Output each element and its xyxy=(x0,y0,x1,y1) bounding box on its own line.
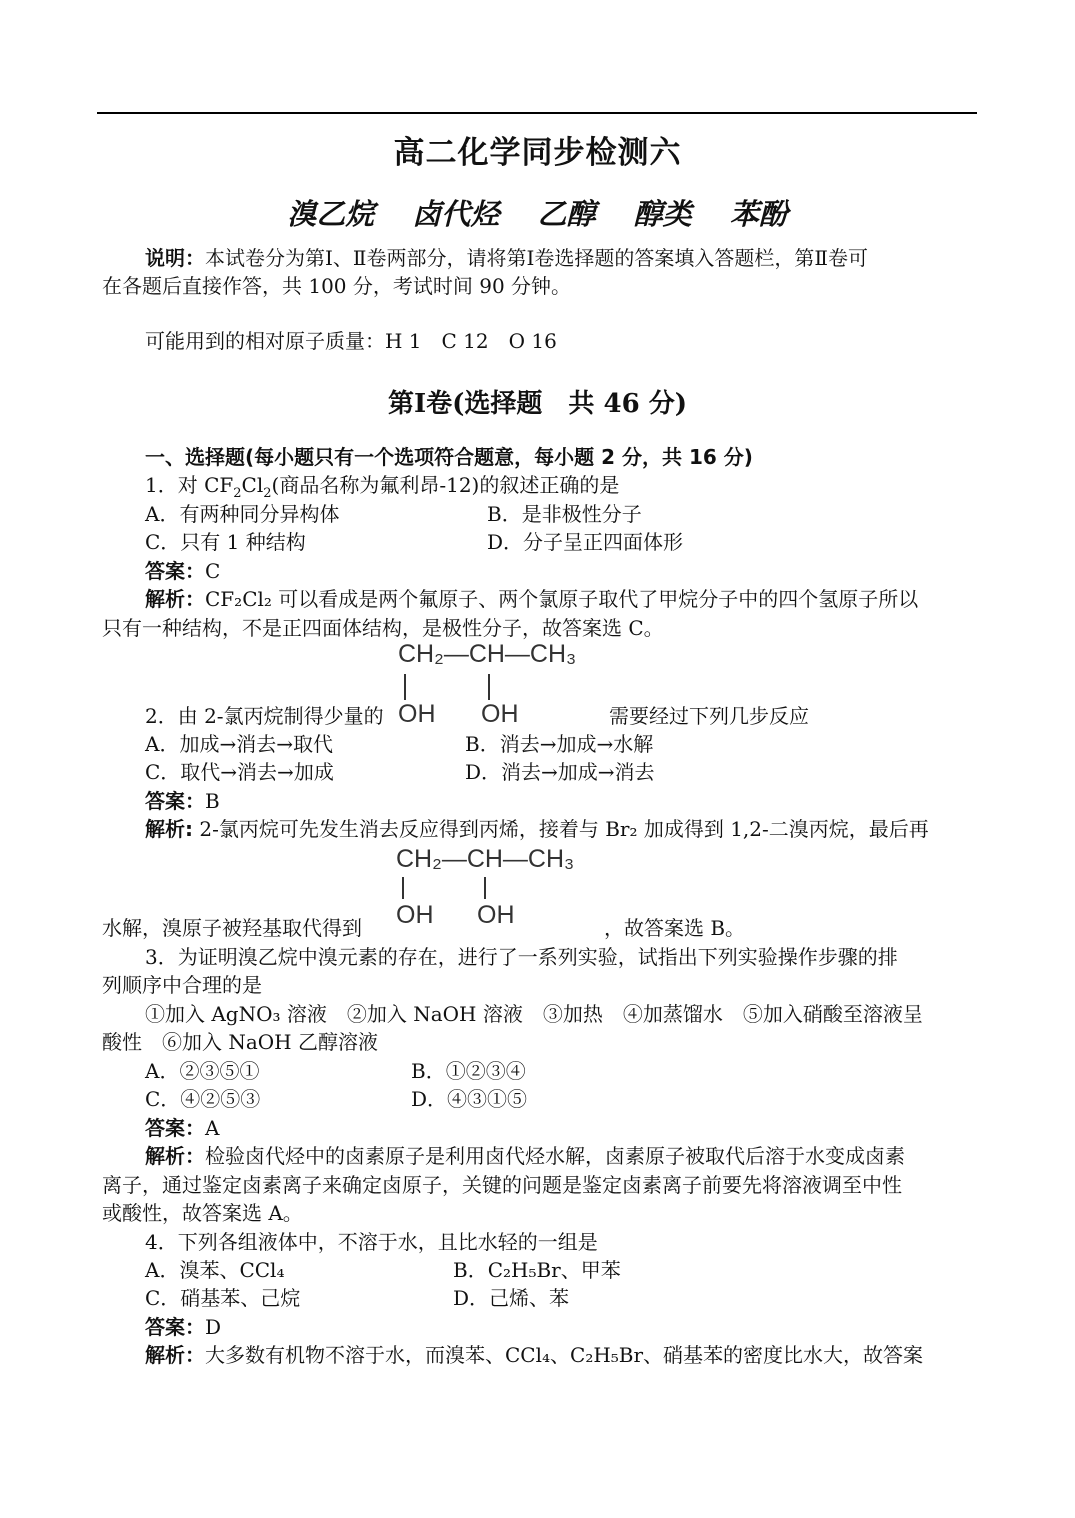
q1-answer xyxy=(145,557,220,585)
formula-hydroxyl: OH xyxy=(481,700,519,728)
q4-option-a: A．溴苯、CCl₄ xyxy=(145,1258,285,1282)
q4-option-b: B．C₂H₅Br、甲苯 xyxy=(453,1258,621,1282)
answer-value: C xyxy=(205,559,221,583)
analysis-text: 检验卤代烃中的卤素原子是利用卤代烃水解，卤素原子被取代后溶于水变成卤素 xyxy=(205,1144,905,1168)
q1-option-a: A．有两种同分异构体 xyxy=(145,502,340,526)
answer-value: D xyxy=(205,1315,222,1339)
q2-option-b: B．消去→加成→水解 xyxy=(465,732,654,756)
q2-analysis-line-2a: 水解，溴原子被羟基取代得到 xyxy=(102,916,362,940)
page-subtitle xyxy=(0,192,1075,233)
q3-analysis-line-3: 或酸性，故答案选 A。 xyxy=(102,1201,303,1225)
q2-analysis-line-2b: ，故答案选 B。 xyxy=(604,916,746,940)
section-title: 第Ⅰ卷(选择题 共 46 分) xyxy=(387,389,688,419)
subtitle-topic: 醇类 xyxy=(633,197,692,231)
analysis-label: 解析： xyxy=(145,1144,205,1168)
q3-answer xyxy=(145,1114,219,1142)
q1-stem-text: 1．对 CF xyxy=(145,473,234,497)
formula-hydroxyl: OH xyxy=(396,901,434,929)
q2-stem-a: 2．由 2-氯丙烷制得少量的 xyxy=(145,704,384,728)
analysis-text: 2-氯丙烷可先发生消去反应得到丙烯，接着与 Br₂ 加成得到 1,2-二溴丙烷，最后再 xyxy=(199,817,929,841)
q3-analysis-line-2: 离子，通过鉴定卤素离子来确定卤原子，关键的问题是鉴定卤素离子前要先将溶液调至中性 xyxy=(102,1173,902,1197)
q1-sub: 2 xyxy=(263,486,272,501)
formula-hydroxyl: OH xyxy=(477,901,515,929)
formula-bond xyxy=(404,674,406,700)
note-line-1 xyxy=(145,244,868,272)
answer-label: 答案： xyxy=(145,1315,205,1339)
answer-value: B xyxy=(205,789,220,813)
q1-analysis-line-2: 只有一种结构，不是正四面体结构，是极性分子，故答案选 C。 xyxy=(102,616,664,640)
q1-sub: 2 xyxy=(233,486,242,501)
subtitle-topic: 乙醇 xyxy=(537,197,596,231)
q2-answer xyxy=(145,787,220,815)
q1-option-c: C．只有 1 种结构 xyxy=(145,530,306,554)
q4-answer xyxy=(145,1313,221,1341)
q2-option-a: A．加成→消去→取代 xyxy=(145,732,333,756)
q2-option-d: D．消去→加成→消去 xyxy=(465,760,655,784)
answer-label: 答案： xyxy=(145,789,205,813)
q4-analysis-line-1 xyxy=(145,1341,923,1369)
subtitle-topic: 卤代烃 xyxy=(412,197,500,231)
formula-main-chain: CH₂—CH—CH₃ xyxy=(396,845,575,873)
analysis-label: 解析： xyxy=(145,587,205,611)
part1-heading: 一、选择题(每小题只有一个选项符合题意，每小题 2 分，共 16 分) xyxy=(145,445,753,469)
q3-option-b: B．①②③④ xyxy=(411,1059,526,1083)
note-line-2: 在各题后直接作答，共 100 分，考试时间 90 分钟。 xyxy=(102,274,572,298)
q3-option-d: D．④③①⑤ xyxy=(411,1087,528,1111)
q1-option-b: B．是非极性分子 xyxy=(487,502,642,526)
note-label: 说明： xyxy=(145,246,205,270)
q2-option-c: C．取代→消去→加成 xyxy=(145,760,334,784)
analysis-label: 解析： xyxy=(145,1343,205,1367)
q1-stem-text: Cl xyxy=(241,473,264,497)
formula-bond xyxy=(484,877,486,899)
atomic-masses: 可能用到的相对原子质量：H 1 C 12 O 16 xyxy=(145,329,557,353)
formula-bond xyxy=(402,877,404,899)
note-text: 本试卷分为第Ⅰ、Ⅱ卷两部分，请将第Ⅰ卷选择题的答案填入答题栏，第Ⅱ卷可 xyxy=(205,246,868,270)
formula-main-chain: CH₂—CH—CH₃ xyxy=(398,640,577,668)
analysis-text: CF₂Cl₂ 可以看成是两个氟原子、两个氯原子取代了甲烷分子中的四个氢原子所以 xyxy=(205,587,919,611)
answer-label: 答案： xyxy=(145,559,205,583)
answer-label: 答案： xyxy=(145,1116,205,1140)
q3-option-a: A．②③⑤① xyxy=(145,1059,260,1083)
q3-steps-line-2: 酸性 ⑥加入 NaOH 乙醇溶液 xyxy=(102,1030,378,1054)
q1-analysis-line-1 xyxy=(145,585,918,613)
q2-analysis-line-1 xyxy=(145,815,929,843)
top-rule xyxy=(97,112,977,114)
q4-stem: 4．下列各组液体中，不溶于水，且比水轻的一组是 xyxy=(145,1230,598,1254)
q3-stem-line-2: 列顺序中合理的是 xyxy=(102,973,262,997)
q2-stem-b: 需要经过下列几步反应 xyxy=(609,704,809,728)
subtitle-topic: 溴乙烷 xyxy=(287,197,375,231)
formula-bond xyxy=(488,674,490,700)
formula-hydroxyl: OH xyxy=(398,700,436,728)
q1-stem-text: (商品名称为氟利昂-12)的叙述正确的是 xyxy=(271,473,620,497)
page-title: 高二化学同步检测六 xyxy=(393,135,682,171)
q3-stem-line-1: 3．为证明溴乙烷中溴元素的存在，进行了一系列实验，试指出下列实验操作步骤的排 xyxy=(145,945,898,969)
q3-option-c: C．④②⑤③ xyxy=(145,1087,261,1111)
subtitle-topic: 苯酚 xyxy=(729,197,788,231)
analysis-label: 解析: xyxy=(145,817,193,841)
analysis-text: 大多数有机物不溶于水，而溴苯、CCl₄、C₂H₅Br、硝基苯的密度比水大，故答案 xyxy=(205,1343,924,1367)
q3-steps-line-1: ①加入 AgNO₃ 溶液 ②加入 NaOH 溶液 ③加热 ④加蒸馏水 ⑤加入硝酸至溶液呈 xyxy=(145,1002,923,1026)
answer-value: A xyxy=(205,1116,220,1140)
q4-option-c: C．硝基苯、己烷 xyxy=(145,1286,301,1310)
q3-analysis-line-1 xyxy=(145,1142,905,1170)
q1-option-d: D．分子呈正四面体形 xyxy=(487,530,684,554)
q4-option-d: D．己烯、苯 xyxy=(453,1286,570,1310)
